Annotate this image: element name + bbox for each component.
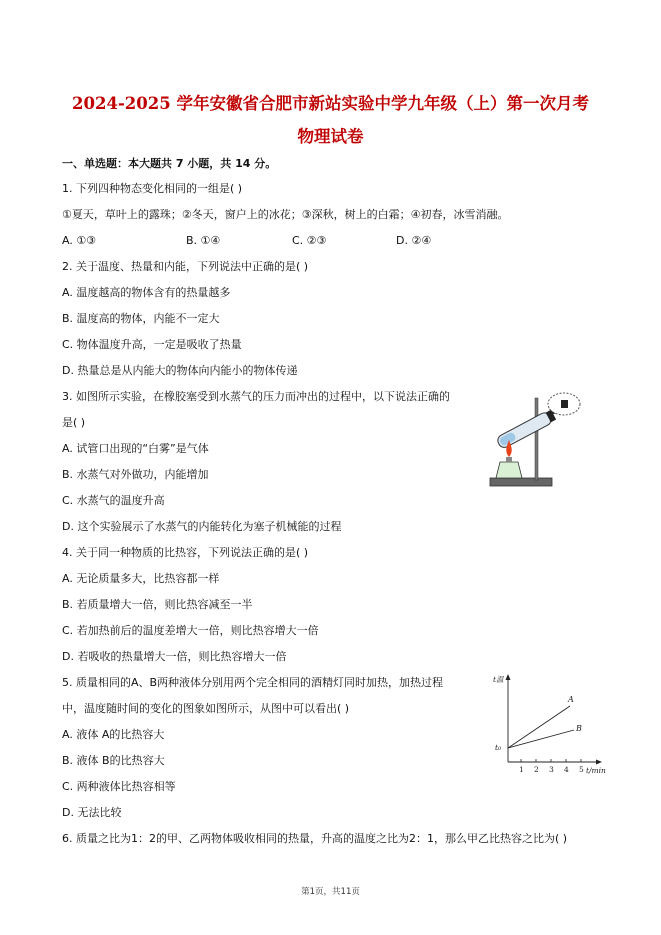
x-tick-label: 5: [579, 765, 584, 774]
q4-option-c: C. 若加热前后的温度差增大一倍，则比热容增大一倍: [62, 624, 319, 637]
q2-option-d: D. 热量总是从内能大的物体向内能小的物体传递: [62, 364, 298, 377]
q5-option-d: D. 无法比较: [62, 806, 122, 819]
q4-option-d: D. 若吸收的热量增大一倍，则比热容增大一倍: [62, 650, 287, 663]
x-tick-label: 4: [564, 765, 569, 774]
origin-label: t₀: [495, 743, 502, 752]
temperature-time-graph: [488, 670, 608, 780]
q1-option-d: D. ②④: [396, 234, 432, 247]
series-a-label: A: [568, 695, 574, 704]
q1-option-a: A. ①③: [62, 234, 97, 247]
q4-option-b: B. 若质量增大一倍，则比热容减至一半: [62, 598, 253, 611]
q3-option-c: C. 水蒸气的温度升高: [62, 494, 165, 507]
y-axis-label: t温: [493, 675, 504, 684]
x-tick-label: 1: [519, 765, 524, 774]
x-tick-label: 2: [534, 765, 539, 774]
series-b-label: B: [576, 724, 582, 733]
q5-stem: 5. 质量相同的A、B两种液体分别用两个完全相同的酒精灯同时加热，加热过程: [62, 676, 444, 689]
x-tick-label: 3: [549, 765, 554, 774]
q4-stem: 4. 关于同一种物质的比热容，下列说法正确的是( ): [62, 546, 309, 559]
q2-stem: 2. 关于温度、热量和内能，下列说法中正确的是( ): [62, 260, 309, 273]
q3-option-b: B. 水蒸气对外做功，内能增加: [62, 468, 209, 481]
q5-option-b: B. 液体 B的比热容大: [62, 754, 165, 767]
q3-option-d: D. 这个实验展示了水蒸气的内能转化为塞子机械能的过程: [62, 520, 342, 533]
q2-option-a: A. 温度越高的物体含有的热量越多: [62, 286, 231, 299]
q5-stem-cont: 中，温度随时间的变化的图象如图所示，从图中可以看出( ): [62, 702, 350, 715]
steam-apparatus-figure: [482, 388, 592, 496]
q4-option-a: A. 无论质量多大，比热容都一样: [62, 572, 220, 585]
document-title-line2: 物理试卷: [297, 127, 364, 146]
q3-stem-cont: 是( ): [62, 416, 86, 429]
document-title-line1: 2024-2025 学年安徽省合肥市新站实验中学九年级（上）第一次月考: [72, 94, 589, 113]
q5-option-a: A. 液体 A的比热容大: [62, 728, 165, 741]
q1-stem: 1. 下列四种物态变化相同的一组是( ): [62, 182, 243, 195]
q1-option-c: C. ②③: [292, 234, 327, 247]
series-b-line: [508, 730, 574, 748]
page-footer: 第1页，共11页: [301, 887, 360, 897]
q3-option-a: A. 试管口出现的“白雾”是气体: [62, 442, 209, 455]
q2-option-c: C. 物体温度升高，一定是吸收了热量: [62, 338, 242, 351]
q2-option-b: B. 温度高的物体，内能不一定大: [62, 312, 220, 325]
q1-option-b: B. ①④: [186, 234, 221, 247]
q1-detail: ①夏天，草叶上的露珠；②冬天，窗户上的冰花；③深秋，树上的白霜；④初春，冰雪消融。: [62, 208, 509, 221]
series-a-line: [508, 706, 570, 748]
y-axis-arrow: [506, 674, 511, 680]
section-heading: 一、单选题：本大题共 7 小题，共 14 分。: [62, 157, 277, 170]
q5-option-c: C. 两种液体比热容相等: [62, 780, 176, 793]
x-axis-label: t/min: [586, 766, 606, 775]
q3-stem: 3. 如图所示实验，在橡胶塞受到水蒸气的压力而冲出的过程中，以下说法正确的: [62, 390, 450, 403]
x-axis-arrow: [596, 760, 602, 765]
q6-stem: 6. 质量之比为1：2的甲、乙两物体吸收相同的热量，升高的温度之比为2：1，那么甲乙比热容之比为( ): [62, 832, 568, 845]
